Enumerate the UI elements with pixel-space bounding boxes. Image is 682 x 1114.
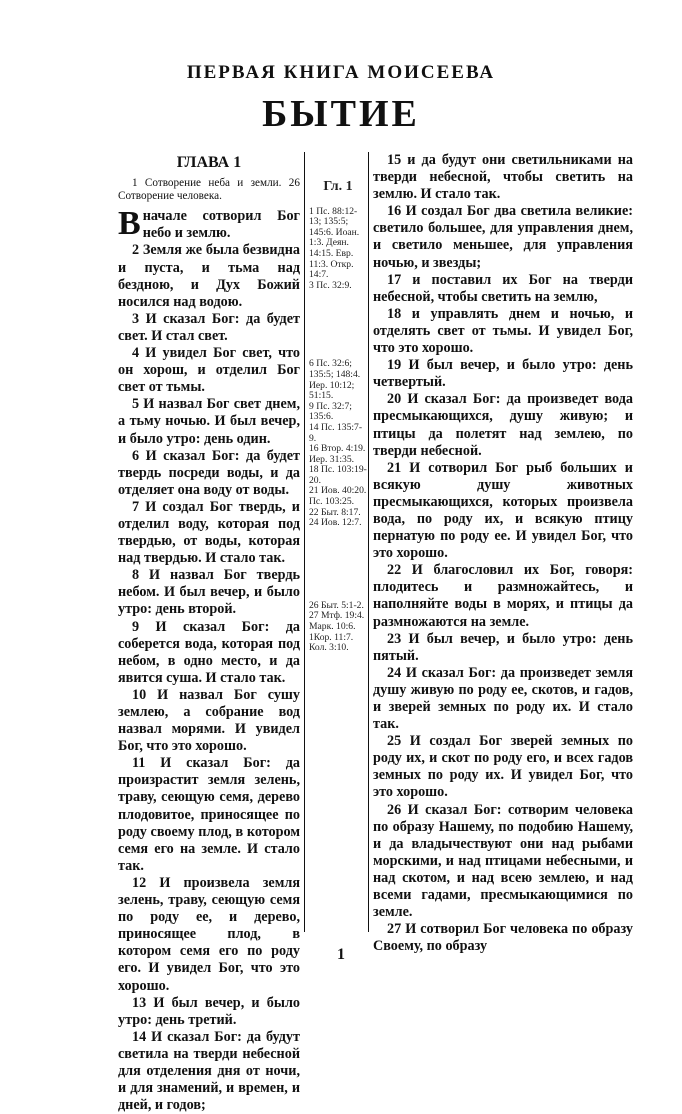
verse-15: 15 и да будут они светильниками на тверди небесной, чтобы светить на землю. И стало так. [373,152,633,203]
verse-17: 17 и поставил их Бог на тверди небесной, чтобы светить на землю, [373,271,633,305]
right-column [373,152,633,955]
verse-22: 22 И благословил их Бог, говоря: плодитесь и размножайтесь, и наполняйте воды в морях, и птицы да размножаются на земле. [373,562,633,630]
verse-27: 27 И сотворил Бог человека по образу Своему, по образу [373,921,633,955]
verse-26: 26 И сказал Бог: сотворим человека по образу Нашему, по подобию Нашему, и да владычествуют они над рыбами морскими, и над птицами небесными, и над скотом, и над всею землею, и над всеми гадами, пресмыкающимися по земле. [373,801,633,921]
margin-chapter-heading: Гл. 1 [323,179,353,194]
margin-ref: 16 Втор. 4:19. Иер. 31:35. [309,443,366,465]
margin-ref: 18 Пс. 103:19-20. [309,464,367,486]
verse-19: 19 И был вечер, и было утро: день четвертый. [373,357,633,391]
margin-ref: 26 Быт. 5:1-2. [309,599,364,611]
verse-18: 18 и управлять днем и ночью, и отделять свет от тьмы. И увидел Бог, что это хорошо. [373,305,633,357]
verse-6: 6 И сказал Бог: да будет твердь посреди воды, и да отделяет она воду от воды. [118,447,300,498]
margin-references [309,152,367,654]
margin-ref: 1 Пс. 88:12-13; 135:5; 145:6. Иоан. 1:3. Деян. 14:15. Евр. 11:3. Откр. 14:7. [309,205,360,281]
chapter-title: ГЛАВА 1 [176,154,242,171]
verse-16: 16 И создал Бог два светила великие: светило большее, для управления днем, и светило меньшее, для управления ночью, и звезды; [373,203,633,271]
verse-24: 24 И сказал Бог: да произведет земля душу живую по роду ее, скотов, и гадов, и зверей земных по роду их. И стало так. [373,664,633,733]
margin-ref: 22 Быт. 8:17. [309,506,361,518]
margin-ref: 9 Пс. 32:7; 135:6. [309,400,352,423]
verse-10: 10 И назвал Бог сушу землею, а собрание вод назвал морями. И увидел Бог, что это хорошо. [118,686,300,755]
verse-11: 11 И сказал Бог: да произрастит земля зелень, траву, сеющую семя, дерево плодовитое, приносящее по роду своему плод, в котором семя его на земле. И стало так. [118,755,300,874]
verse-13: 13 И был вечер, и было утро: день третий. [118,994,300,1028]
verse-23: 23 И был вечер, и было утро: день пятый. [373,630,633,664]
verse-4: 4 И увидел Бог свет, что он хорош, и отделил Бог свет от тьмы. [118,345,300,396]
chapter-synopsis: 1 Сотворение неба и земли. 26 Сотворение человека. [118,177,300,202]
margin-ref: 27 Мтф. 19:4. Марк. 10:6. 1Кор. 11:7. Кол. 3:10. [309,610,365,654]
column-rule-right [368,152,369,932]
verse-25: 25 И создал Бог зверей земных по роду их, и скот по роду его, и всех гадов земных по роду их. И увидел Бог, что это хорошо. [373,733,633,801]
left-column [118,152,300,1114]
verse-20: 20 И сказал Бог: да произведет вода пресмыкающихся, душу живую; и птицы да полетят над землею, по тверди небесной. [373,391,633,459]
verse-7: 7 И создал Бог твердь, и отделил воду, которая под твердью, от воды, которая над твердью. И стало так. [118,498,300,567]
verse-1-text: начале сотворил Бог небо и землю. [142,208,300,242]
verse-5: 5 И назвал Бог свет днем, а тьму ночью. И был вечер, и было утро: день один. [118,396,300,447]
margin-ref: 6 Пс. 32:6; 135:5; 148:4. Иер. 10:12; 51:15. [309,358,361,402]
margin-ref: 21 Иов. 40:20. Пс. 103:25. [309,485,367,508]
margin-ref: 14 Пс. 135:7-9. [309,421,363,444]
verse-21: 21 И сотворил Бог рыб больших и всякую душу животных пресмыкающихся, которых произвела вода, по роду их, и всякую птицу пернатую по роду ее. И увидел Бог, что это хорошо. [373,459,633,562]
verse-3: 3 И сказал Бог: да будет свет. И стал свет. [118,310,300,344]
verse-12: 12 И произвела земля зелень, траву, сеющую семя по роду ее, и дерево, приносящее плод, в котором семя его по роду его. И увидел Бог, что это хорошо. [118,874,300,994]
margin-ref: 3 Пс. 32:9. [309,279,352,291]
drop-cap: В [118,205,141,243]
column-rule-left [304,152,305,932]
margin-ref: 24 Иов. 12:7. [309,517,362,529]
verse-14: 14 И сказал Бог: да будут светила на тверди небесной для отделения дня от ночи, и для знамений, и времен, и дней, и годов; [118,1028,300,1114]
verse-2: 2 Земля же была безвидна и пуста, и тьма над бездною, и Дух Божий носился над водою. [118,242,300,310]
verse-8: 8 И назвал Бог твердь небом. И был вечер, и было утро: день второй. [118,567,300,618]
book-heading: ПЕРВАЯ КНИГА МОИСЕЕВА [186,62,496,83]
page-number: 1 [337,946,345,963]
verse-9: 9 И сказал Бог: да соберется вода, которая под небом, в одно место, и да явится суша. И стало так. [118,618,300,686]
verse-1 [118,205,300,243]
book-title: БЫТИЕ [262,93,420,135]
